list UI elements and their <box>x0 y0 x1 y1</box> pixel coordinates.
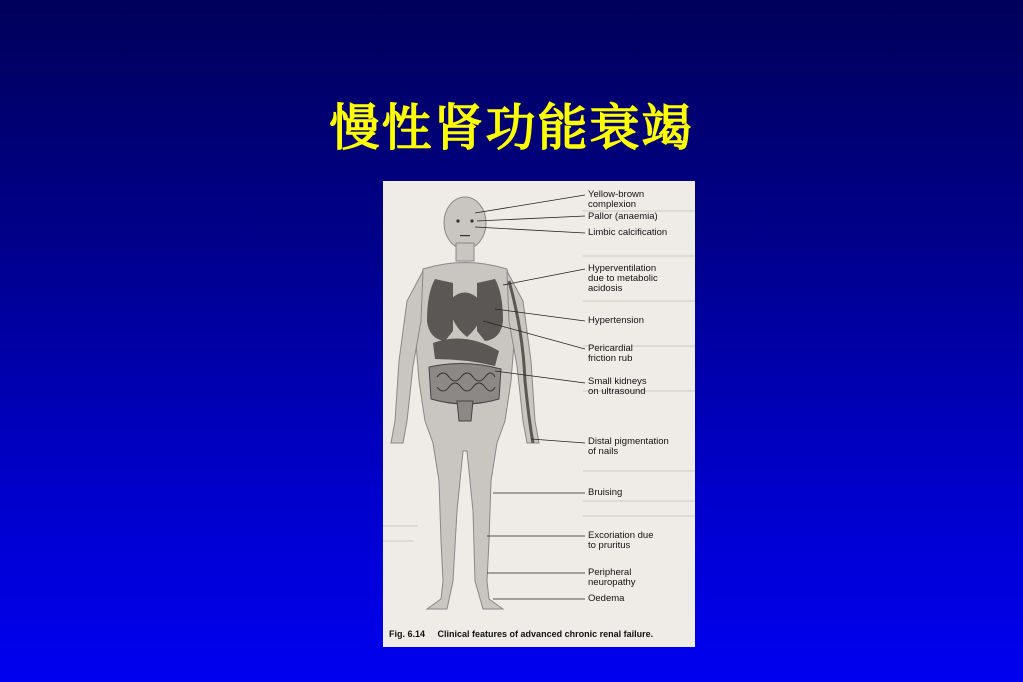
label-excoriation: Excoriation due to pruritus <box>588 530 654 551</box>
label-hyperventilation: Hyperventilation due to metabolic acidosis <box>588 263 658 294</box>
figure-caption-text: Clinical features of advanced chronic renal failure. <box>437 629 654 639</box>
label-distal-pigmentation: Distal pigmentation of nails <box>588 436 669 457</box>
label-limbic-calcification: Limbic calcification <box>588 227 668 238</box>
label-peripheral-neuropathy: Peripheral neuropathy <box>588 567 636 588</box>
figure-number: Fig. 6.14 <box>389 629 426 639</box>
body-diagram-figure <box>383 181 695 647</box>
label-hypertension: Hypertension <box>588 315 644 326</box>
label-yellow-brown-complexion: Yellow-brown complexion <box>588 189 645 210</box>
label-bruising: Bruising <box>588 487 623 498</box>
label-pericardial-friction-rub: Pericardial friction rub <box>588 343 633 364</box>
label-pallor: Pallor (anaemia) <box>588 211 658 222</box>
figure-caption <box>389 629 653 639</box>
label-small-kidneys: Small kidneys on ultrasound <box>588 376 647 397</box>
slide-title: 慢性肾功能衰竭 <box>329 99 694 157</box>
label-oedema: Oedema <box>588 593 625 604</box>
